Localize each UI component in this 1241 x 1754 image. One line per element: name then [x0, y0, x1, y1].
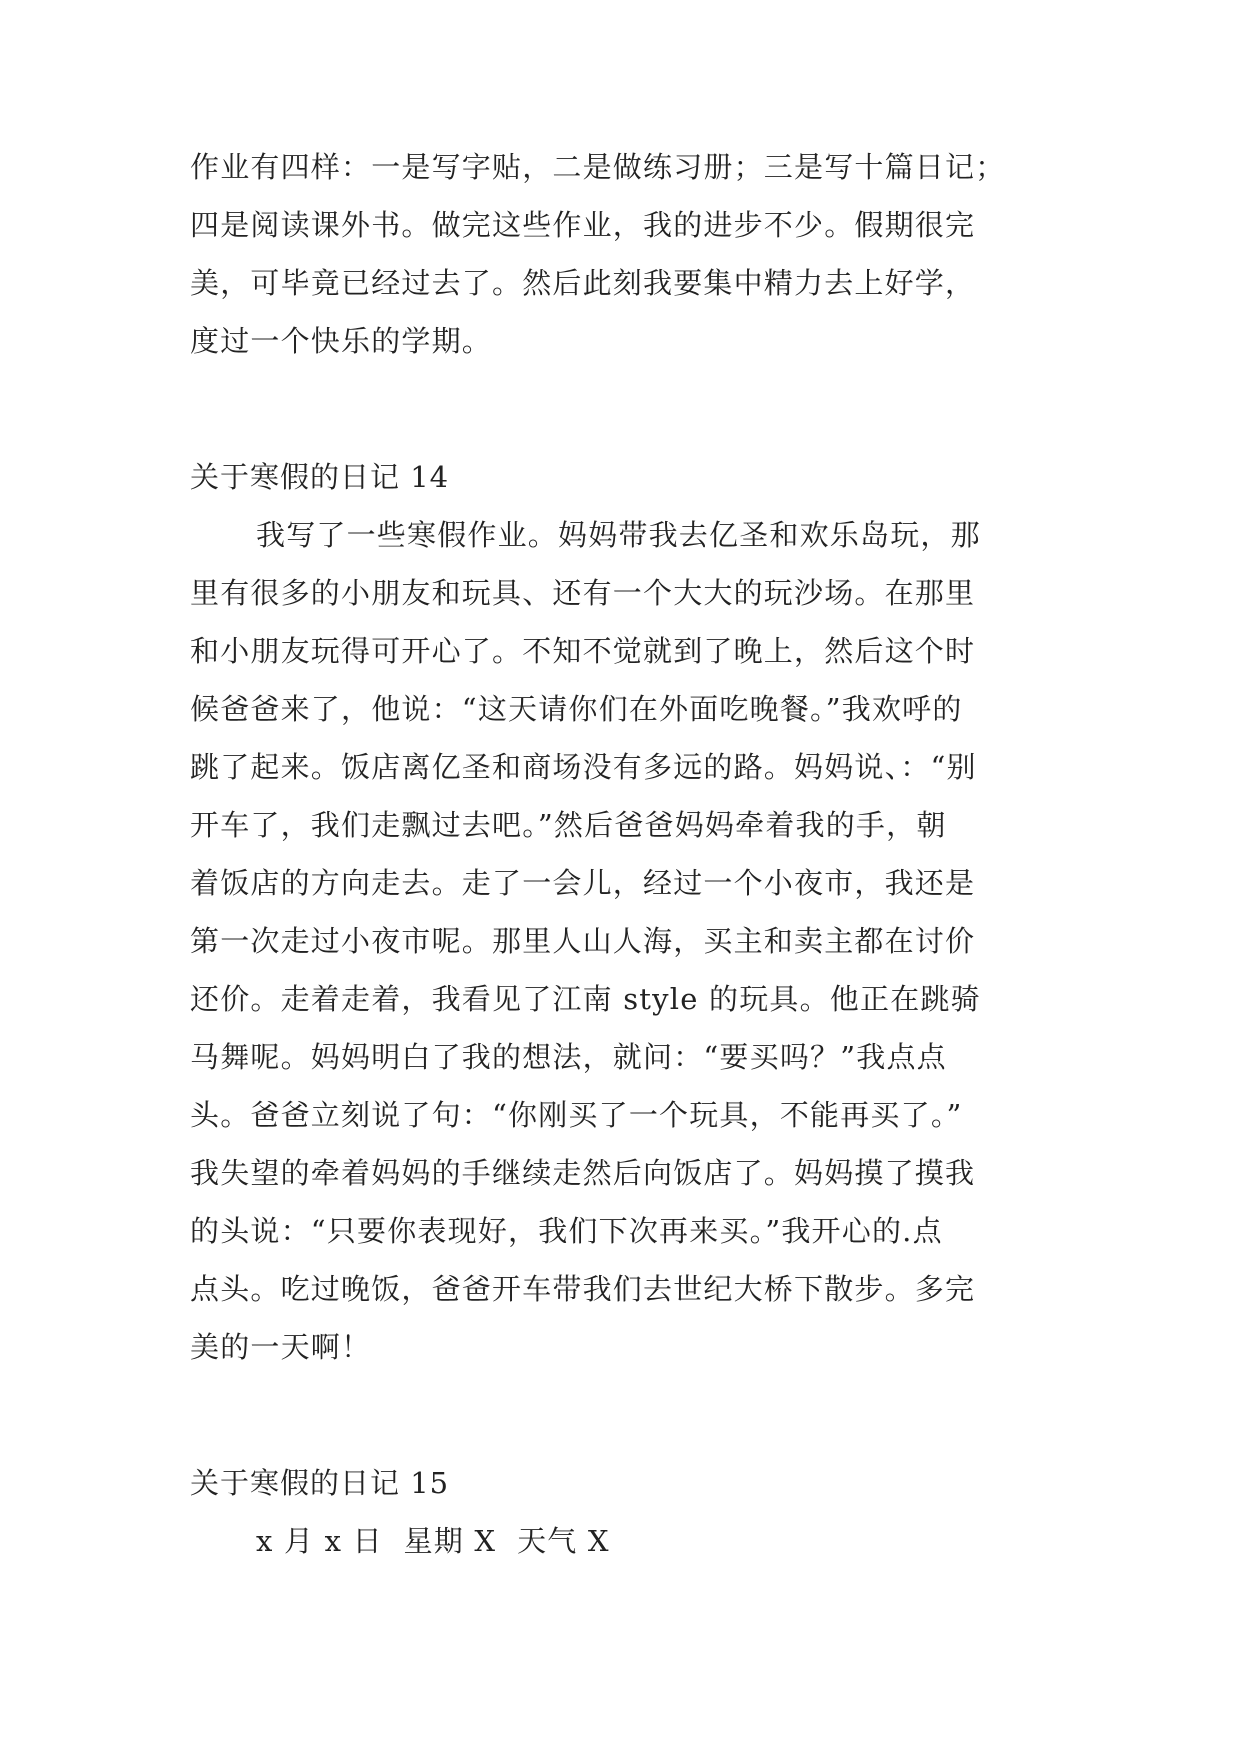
paragraph-line: 还价。走着走着，我看见了江南 style 的玩具。他正在跳骑: [190, 982, 981, 1016]
diary-heading-14: 关于寒假的日记 14: [190, 460, 450, 494]
paragraph-line: 跳了起来。饭店离亿圣和商场没有多远的路。妈妈说、：“别: [190, 750, 977, 784]
paragraph-line: 里有很多的小朋友和玩具、还有一个大大的玩沙场。在那里: [190, 576, 976, 610]
paragraph-line: 马舞呢。妈妈明白了我的想法，就问：“要买吗？”我点点: [190, 1040, 947, 1074]
paragraph-line: 头。爸爸立刻说了句：“你刚买了一个玩具，不能再买了。”: [190, 1098, 963, 1132]
paragraph-line: 第一次走过小夜市呢。那里人山人海，买主和卖主都在讨价: [190, 924, 976, 958]
paragraph-line: 我失望的牵着妈妈的手继续走然后向饭店了。妈妈摸了摸我: [190, 1156, 976, 1190]
date-weather-line: x 月 x 日 星期 X 天气 X: [256, 1524, 610, 1558]
paragraph-line: 美的一天啊！: [190, 1330, 372, 1364]
paragraph-line: 候爸爸来了，他说：“这天请你们在外面吃晚餐。”我欢呼的: [190, 692, 963, 726]
paragraph-line: 开车了，我们走飘过去吧。”然后爸爸妈妈牵着我的手，朝: [190, 808, 947, 842]
paragraph-line: 和小朋友玩得可开心了。不知不觉就到了晚上，然后这个时: [190, 634, 976, 668]
paragraph-line: 我写了一些寒假作业。妈妈带我去亿圣和欢乐岛玩，那: [256, 518, 981, 552]
paragraph-line: 着饭店的方向走去。走了一会儿，经过一个小夜市，我还是: [190, 866, 976, 900]
paragraph-line: 四是阅读课外书。做完这些作业，我的进步不少。假期很完: [190, 208, 976, 242]
paragraph-line: 作业有四样：一是写字贴，二是做练习册；三是写十篇日记；: [190, 150, 1006, 184]
paragraph-line: 度过一个快乐的学期。: [190, 324, 493, 358]
paragraph-line: 的头说：“只要你表现好，我们下次再来买。”我开心的.点: [190, 1214, 943, 1248]
paragraph-line: 点头。吃过晚饭，爸爸开车带我们去世纪大桥下散步。多完: [190, 1272, 976, 1306]
paragraph-line: 美，可毕竟已经过去了。然后此刻我要集中精力去上好学，: [190, 266, 976, 300]
diary-heading-15: 关于寒假的日记 15: [190, 1466, 450, 1500]
